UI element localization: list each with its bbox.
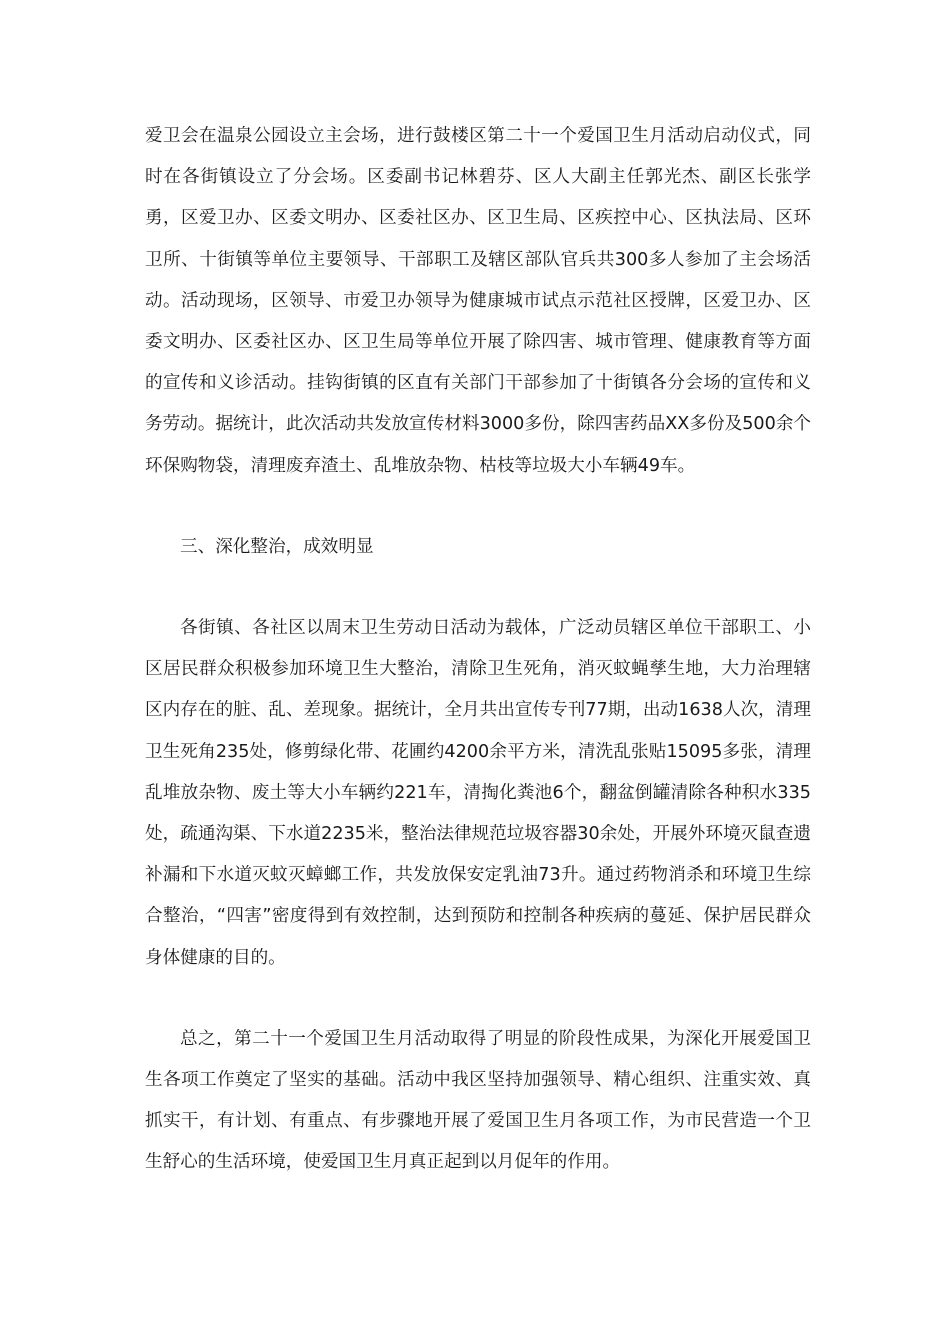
paragraph-summary: 总之，第二十一个爱国卫生月活动取得了明显的阶段性成果，为深化开展爱国卫生各项工作奠定了坚实的基础。活动中我区坚持加强领导、精心组织、注重实效、真抓实干，有计划、有重点、有步骤地开展了爱国卫生月各项工作，为市民营造一个卫生舒心的生活环境，使爱国卫生月真正起到以月促年的作用。 — [145, 1028, 811, 1173]
paragraph-rectification: 各街镇、各社区以周末卫生劳动日活动为载体，广泛动员辖区单位干部职工、小区居民群众积极参加环境卫生大整治，清除卫生死角，消灭蚊蝇孳生地，大力治理辖区内存在的脏、乱、差现象。据统计，全月共出宣传专刊77期，出动1638人次，清理卫生死角235处，修剪绿化带、花圃约4200余平方米，清洗乱张贴15095多张，清理乱堆放杂物、废土等大小车辆约221车，清掏化粪池6个，翻盆倒罐清除各种积水335处，疏通沟渠、下水道2235米，整治法律规范垃圾容器30余处，开展外环境灭鼠查遗补漏和下水道灭蚊灭蟑螂工作，共发放保安定乳油73升。通过药物消杀和环境卫生综合整治，“四害”密度得到有效控制，达到预防和控制各种疾病的蔓延、保护居民群众身体健康的目的。 — [145, 618, 811, 968]
paragraph-gap — [145, 487, 811, 527]
document-page — [145, 116, 811, 1184]
paragraph-gap — [145, 568, 811, 608]
paragraph-gap — [145, 979, 811, 1019]
section-heading-3: 三、深化整治，成效明显 — [180, 536, 374, 557]
paragraph-activity-launch: 爱卫会在温泉公园设立主会场，进行鼓楼区第二十一个爱国卫生月活动启动仪式，同时在各街镇设立了分会场。区委副书记林碧芬、区人大副主任郭光杰、副区长张学勇，区爱卫办、区委文明办、区委社区办、区卫生局、区疾控中心、区执法局、区环卫所、十街镇等单位主要领导、干部职工及辖区部队官兵共300多人参加了主会场活动。活动现场，区领导、市爱卫办领导为健康城市试点示范社区授牌，区爱卫办、区委文明办、区委社区办、区卫生局等单位开展了除四害、城市管理、健康教育等方面的宣传和义诊活动。挂钩街镇的区直有关部门干部参加了十街镇各分会场的宣传和义务劳动。据统计，此次活动共发放宣传材料3000多份，除四害药品XX多份及500余个环保购物袋，清理废弃渣土、乱堆放杂物、枯枝等垃圾大小车辆49车。 — [145, 126, 811, 476]
